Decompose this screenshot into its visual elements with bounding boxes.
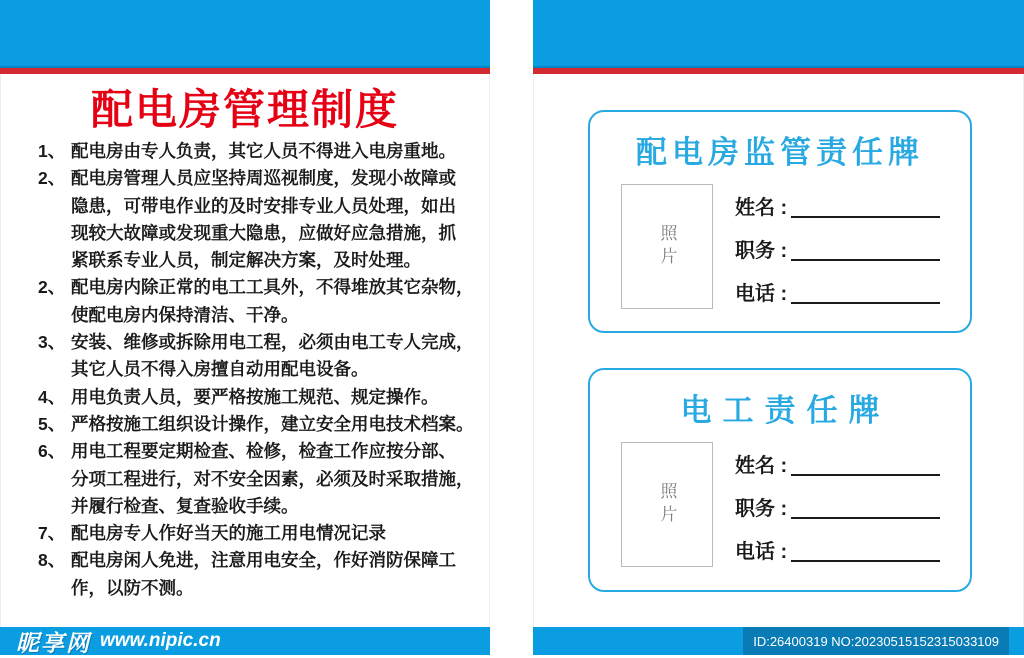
rules-panel — [0, 0, 490, 655]
rule-line — [38, 329, 474, 356]
blank-line — [791, 259, 940, 261]
rule-text: 配电房闲人免进，注意用电安全，作好消防保障工 — [71, 550, 456, 571]
rule-number: 6、 — [38, 441, 66, 462]
rule-text: 配电房专人作好当天的施工用电情况记录 — [71, 523, 386, 544]
field-label: 电话 : — [735, 541, 788, 563]
blank-line — [791, 216, 940, 218]
red-stripe — [0, 68, 490, 74]
rule-text: 用电工程要定期检查、检修，检查工作应按分部、 — [71, 441, 456, 462]
field-label: 姓名 : — [735, 455, 788, 477]
rule-text: 配电房管理人员应坚持周巡视制度，发现小故障或 — [71, 168, 456, 189]
rule-number: 4、 — [38, 386, 66, 407]
rule-line — [38, 274, 474, 301]
photo-placeholder — [621, 184, 713, 309]
field-label: 电话 : — [735, 283, 788, 305]
position-field — [735, 497, 940, 521]
position-field — [735, 239, 940, 263]
rule-text: 配电房由专人负责，其它人员不得进入电房重地。 — [71, 141, 456, 161]
field-label: 职务 : — [735, 240, 788, 262]
card-title: 电工责任牌 — [680, 393, 891, 428]
rule-line — [38, 165, 466, 192]
rule-number: 3、 — [38, 332, 66, 353]
red-stripe — [533, 68, 1024, 74]
top-blue-band — [533, 0, 1024, 66]
blank-line — [791, 517, 940, 519]
field-label: 姓名 : — [735, 197, 788, 219]
rule-number: 5、 — [38, 413, 66, 434]
photo-placeholder — [621, 442, 713, 567]
field-label: 职务 : — [735, 498, 788, 520]
page-title: 配电房管理制度 — [90, 86, 399, 133]
rule-text: 安装、维修或拆除用电工程，必须由电工专人完成， — [71, 332, 474, 353]
electrician-badge-card — [588, 368, 972, 592]
phone-field — [735, 540, 940, 564]
rule-line — [38, 138, 466, 165]
rule-line — [38, 547, 466, 574]
rule-number: 2、 — [38, 168, 66, 189]
name-field — [735, 196, 940, 220]
rule-line: 分项工程进行，对不安全因素，必须及时采取措施， — [71, 468, 474, 489]
nipic-logo: 昵享网 — [16, 629, 91, 656]
rule-line: 隐患，可带电作业的及时安排专业人员处理，如出 — [71, 195, 456, 216]
blank-line — [791, 474, 940, 476]
rule-line — [38, 384, 466, 411]
top-blue-band — [0, 0, 490, 66]
rule-line — [38, 411, 474, 438]
rule-number: 7、 — [38, 523, 66, 544]
rules-list — [0, 138, 490, 602]
blank-line — [791, 560, 940, 562]
photo-label: 照片 — [657, 481, 677, 528]
supervision-badge-card — [588, 110, 972, 333]
rule-line: 并履行检查、复查验收手续。 — [71, 495, 299, 516]
badges-panel — [533, 0, 1024, 655]
blank-line — [791, 302, 940, 304]
rule-line: 其它人员不得入房擅自动用配电设备。 — [71, 359, 369, 380]
card-title: 配电房监管责任牌 — [636, 135, 924, 170]
image-id-badge: ID:26400319 NO:20230515152315033109 — [743, 627, 1009, 655]
photo-label: 照片 — [657, 223, 677, 270]
rule-line: 作，以防不测。 — [71, 577, 194, 598]
rule-line: 现较大故障或发现重大隐患，应做好应急措施，抓 — [71, 222, 456, 243]
name-field — [735, 454, 940, 478]
rule-number: 8、 — [38, 550, 66, 571]
rule-line — [38, 438, 466, 465]
rule-line — [38, 520, 466, 547]
rule-line: 使配电房内保持清洁、干净。 — [71, 304, 299, 325]
rule-text: 配电房内除正常的电工工具外，不得堆放其它杂物， — [71, 277, 474, 298]
rule-text: 用电负责人员，要严格按施工规范、规定操作。 — [71, 386, 439, 407]
watermark-url: www.nipic.cn — [100, 630, 221, 651]
watermark — [16, 627, 221, 655]
rule-text: 严格按施工组织设计操作，建立安全用电技术档案。 — [71, 413, 474, 434]
rule-number: 1、 — [38, 141, 66, 161]
phone-field — [735, 282, 940, 306]
rule-number: 2、 — [38, 277, 66, 298]
rule-line: 紧联系专业人员，制定解决方案，及时处理。 — [71, 250, 421, 271]
